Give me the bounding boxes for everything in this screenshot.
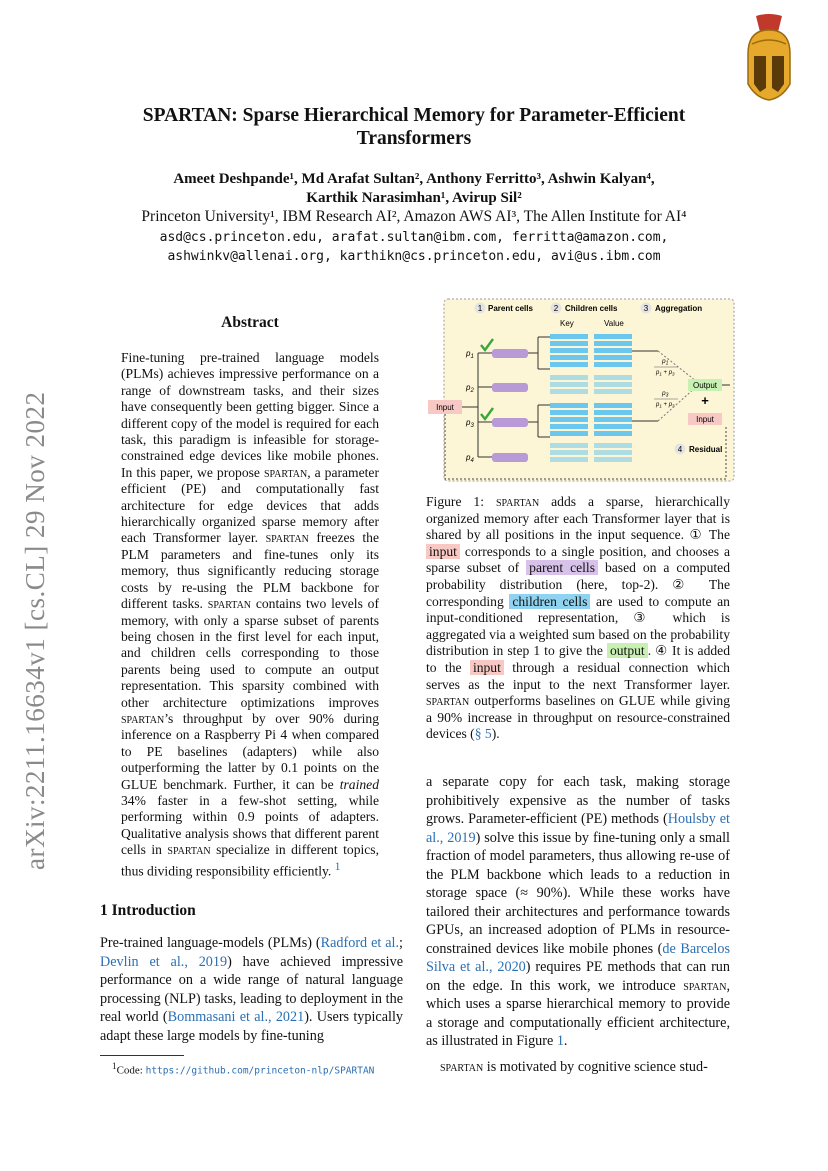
child-key-1: [550, 334, 588, 339]
citation-houlsby[interactable]: Houlsby et al., 2019: [426, 811, 730, 846]
citation-bommasani[interactable]: Bommasani et al., 2021: [167, 1009, 305, 1025]
arxiv-identifier: arXiv:2211.16634v1 [cs.CL] 29 Nov 2022: [20, 391, 50, 870]
stage-3-label: Aggregation: [655, 304, 703, 313]
stage-1-number: 1: [477, 304, 483, 313]
citation-devlin[interactable]: Devlin et al., 2019: [100, 953, 228, 970]
emails-line-1: asd@cs.princeton.edu, arafat.sultan@ibm.com, ferritta@amazon.com,: [159, 230, 669, 245]
value-label: Value: [604, 319, 624, 328]
highlight-input-2: input: [470, 660, 504, 675]
key-label: Key: [560, 319, 574, 328]
parent-cell-2: [492, 383, 528, 392]
weight-denominator-2: $p_1 + p_3$: [656, 402, 675, 409]
intro-paragraph: Pre-trained language-models (PLMs) (Radford et al.; Devlin et al., 2019) have achieved impressive performance on a wide range of natural language processing (NLP) tasks, leading to deployment in the real world (Bommasani et al., 2021). Users typically adapt these large models by fine-tuning: [100, 935, 404, 1044]
code-link[interactable]: https://github.com/princeton-nlp/SPARTAN: [145, 1065, 375, 1077]
figure-1-diagram: [426, 297, 738, 485]
section-heading-introduction: 1 Introduction: [100, 902, 196, 919]
authors-line-1: Ameet Deshpande¹, Md Arafat Sultan², Anthony Ferritto³, Ashwin Kalyan⁴,: [173, 171, 655, 187]
prob-label-4: $p_4$: [466, 453, 474, 464]
prob-label-3: $p_3$: [466, 418, 474, 429]
highlight-parent-cells: parent cells: [526, 560, 598, 575]
section-link[interactable]: § 5: [474, 726, 492, 742]
author-list: [80, 170, 748, 208]
citation-barcelos[interactable]: de Barcelos Silva et al., 2020: [426, 940, 730, 975]
output-label: Output: [692, 381, 718, 390]
input-label: Input: [436, 403, 454, 412]
child-value-1: [594, 334, 632, 339]
paper-title: SPARTAN: Sparse Hierarchical Memory for Parameter-Efficient Transformers: [142, 105, 686, 149]
footnote: $^1$Code: https://github.com/princeton-nlp/SPARTAN: [112, 1061, 375, 1077]
stage-1-label: Parent cells: [488, 304, 533, 313]
highlight-output: output: [607, 643, 648, 658]
weight-fraction-2: $p_3$: [662, 390, 669, 399]
prob-label-2: $p_2$: [466, 383, 474, 394]
figure-1-caption: Figure 1: spartan adds a sparse, hierarchically organized memory after each Transformer layer that is shared by all positions in the input sequence. ① The input corresponds to a single position, and chooses a sparse subset of parent cells based on a computed probability distribution (here, top-2). ② The corresponding children cells are used to compute an input-conditioned representation, ③ which is aggregated via a weighted sum based on the probability distribution in step 1 to give the output . ④ It is added to the input through a residual connection which serves as the input to the next Transformer layer. spartan outperforms baselines on GLUE while giving a 90% increase in throughput on resource-constrained devices (§ 5).: [426, 494, 731, 742]
figure-1-link[interactable]: 1: [556, 1033, 564, 1049]
residual-input-label: Input: [696, 415, 714, 424]
email-list: [80, 228, 748, 266]
prob-label-1: $p_1$: [466, 349, 474, 360]
abstract-heading: Abstract: [221, 314, 279, 331]
affiliations: Princeton University¹, IBM Research AI², Amazon AWS AI³, The Allen Institute for AI⁴: [141, 208, 687, 225]
parent-cell-4: [492, 453, 528, 462]
footnote-link[interactable]: 1: [334, 860, 341, 873]
emails-line-2: ashwinkv@allenai.org, karthikn@cs.princeton.edu, avi@us.ibm.com: [167, 249, 661, 264]
footnote-rule: [100, 1055, 184, 1056]
stage-2-number: 2: [553, 304, 559, 313]
parent-cell-3: [492, 418, 528, 427]
plus-sign: +: [701, 393, 709, 408]
abstract-body: Fine-tuning pre-trained language models (PLMs) achieves impressive performance on a range of downstream tasks, and their sizes have consequently been getting bigger. Since a different copy of the model is required for each task, this paradigm is infeasible for storage-constrained edge devices like mobile phones. In this paper, we propose spartan, a parameter efficient (PE) and computationally fast architecture for edge devices that adds hierarchically organized sparse memory after each Transformer layer. spartan freezes the PLM parameters and fine-tunes only its memory, thus significantly reducing storage costs by re-using the PLM backbone for different tasks. spartan contains two levels of memory, with only a sparse subset of parents being chosen in the first level for each input, and children cells corresponding to those parents being used to compute an output representation. This sparsity combined with other architecture optimizations improves spartan’s throughput by over 90% during inference on a Raspberry Pi 4 when compared to PE baselines (adapters) while also outperforming the latter by 0.1 points on the GLUE benchmark. Further, it can be trained 34% faster in a few-shot setting, while performing within 0.9 points of adapters. Qualitative analysis shows that different parent cells in spartan specialize in different topics, thus dividing responsibility efficiently. $^1$: [121, 350, 379, 879]
spartan-helmet-logo: [742, 14, 796, 102]
highlight-input: input: [426, 544, 460, 559]
citation-radford[interactable]: Radford et al.: [320, 935, 400, 951]
highlight-children-cells: children cells: [509, 594, 590, 609]
stage-4-label: Residual: [689, 445, 723, 454]
stage-2-label: Children cells: [565, 304, 618, 313]
stage-4-number: 4: [677, 445, 683, 454]
parent-cell-1: [492, 349, 528, 358]
weight-fraction-1: $p_1$: [662, 358, 669, 367]
weight-denominator-1: $p_1 + p_3$: [656, 370, 675, 377]
intro-paragraph-continued: a separate copy for each task, making storage prohibitively expensive as the number of tasks grows. Parameter-efficient (PE) methods (Houlsby et al., 2019) solve this issue by fine-tuning only a small fraction of model parameters, thus allowing re-use of the PLM backbone which leads to a reduction in storage space (≈ 90%). While these works have tailored their architectures and performance towards GPUs, an increased adoption of PLMs in resource-constrained devices like mobile phones (de Barcelos Silva et al., 2020) requires PE methods that can run on the edge. In this work, we introduce spartan, which uses a sparse hierarchical memory to provide a storage and computationally efficient architecture, as illustrated in Figure 1.: [426, 774, 730, 1049]
stage-3-number: 3: [643, 304, 649, 313]
intro-paragraph-2: spartan is motivated by cognitive science stud-: [440, 1059, 708, 1075]
authors-line-2: Karthik Narasimhan¹, Avirup Sil²: [306, 190, 522, 206]
